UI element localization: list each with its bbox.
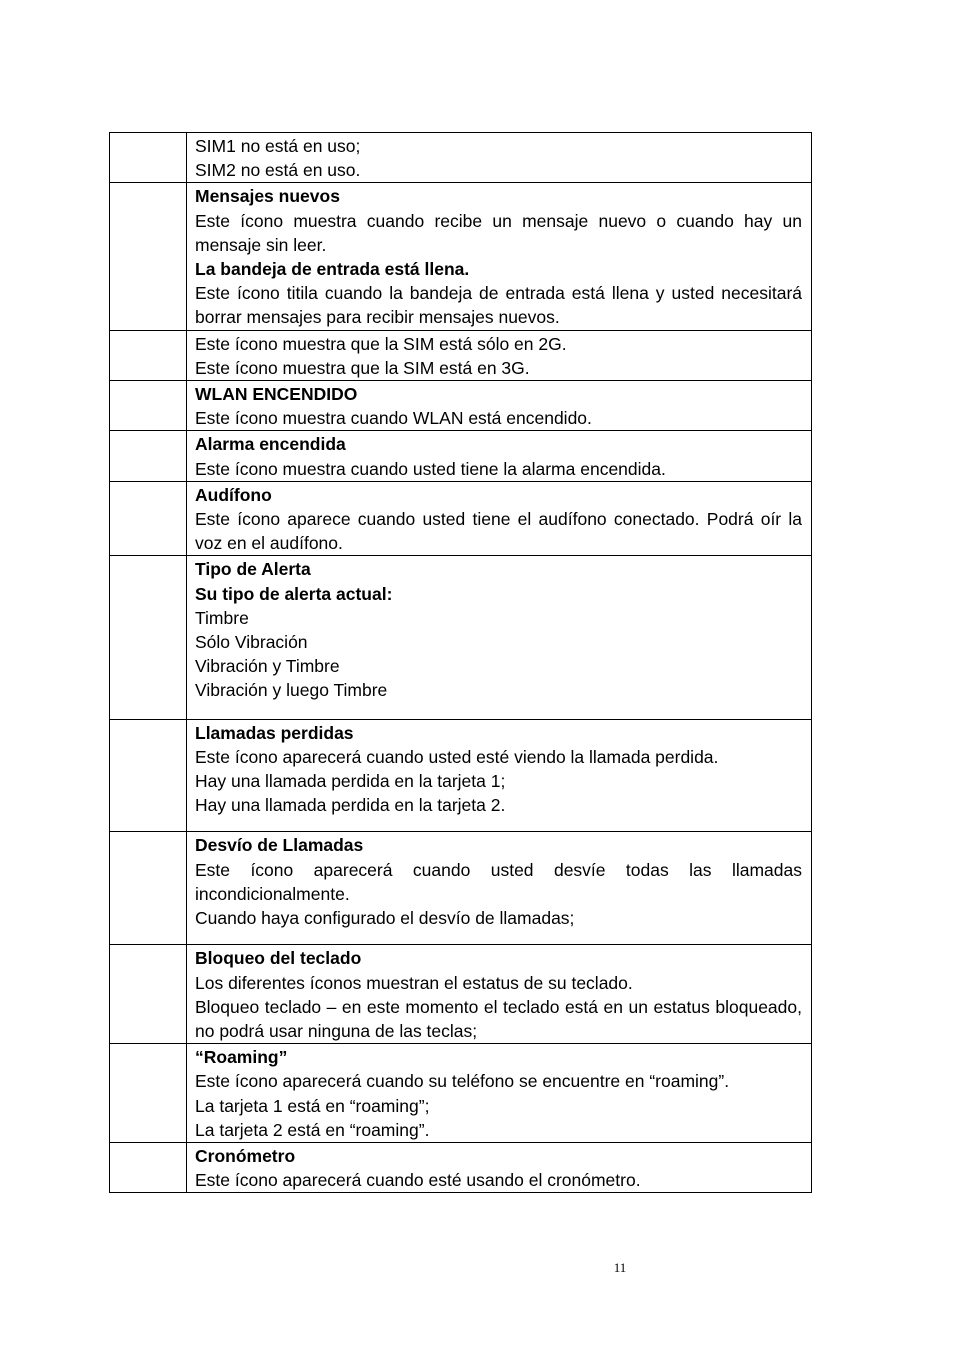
row-text: Este ícono aparece cuando usted tiene el audífono conectado. Podrá oír la voz en el audífono. [195, 509, 802, 554]
icon-cell [110, 556, 187, 719]
icon-cell [110, 832, 187, 945]
table-row [110, 381, 812, 431]
row-text: Este ícono muestra cuando WLAN está encendido. [195, 408, 592, 429]
table-row [110, 481, 812, 556]
row-heading: Audífono [195, 484, 272, 505]
row-heading: Su tipo de alerta actual: [195, 583, 393, 604]
icon-cell [110, 183, 187, 330]
description-cell [187, 330, 812, 380]
table-row [110, 719, 812, 832]
row-text: Los diferentes íconos muestran el estatus de su teclado. [195, 972, 633, 993]
row-text: Sólo Vibración [195, 632, 308, 653]
icon-cell [110, 1142, 187, 1192]
row-text: Este ícono aparecerá cuando su teléfono se encuentre en “roaming”. [195, 1071, 730, 1092]
row-heading: Cronómetro [195, 1145, 296, 1166]
table-row [110, 431, 812, 481]
row-heading: WLAN ENCENDIDO [195, 384, 358, 405]
row-text: La tarjeta 2 está en “roaming”. [195, 1119, 430, 1140]
row-heading: Tipo de Alerta [195, 559, 311, 580]
table-row [110, 330, 812, 380]
row-heading: Mensajes nuevos [195, 186, 340, 207]
table-row [110, 133, 812, 183]
icon-cell [110, 381, 187, 431]
icon-cell [110, 133, 187, 183]
row-heading: Bloqueo del teclado [195, 948, 362, 969]
table-row [110, 1142, 812, 1192]
row-text: Este ícono titila cuando la bandeja de entrada está llena y usted necesitará borrar mensajes para recibir mensajes nuevos. [195, 283, 802, 328]
row-text: Bloqueo teclado – en este momento el teclado está en un estatus bloqueado, no podrá usar ninguna de las teclas; [195, 996, 802, 1041]
row-heading: Desvío de Llamadas [195, 835, 364, 856]
table-row [110, 556, 812, 719]
page-number: 11 [613, 1260, 627, 1275]
table-row [110, 945, 812, 1044]
row-text: Hay una llamada perdida en la tarjeta 1; [195, 771, 506, 792]
description-cell [187, 945, 812, 1044]
description-cell [187, 719, 812, 832]
row-text: Este ícono muestra que la SIM está en 3G. [195, 357, 530, 378]
table-row [110, 1044, 812, 1143]
row-text: Este ícono aparecerá cuando esté usando el cronómetro. [195, 1170, 641, 1191]
icon-cell [110, 719, 187, 832]
icon-cell [110, 1044, 187, 1143]
row-text: Este ícono muestra cuando recibe un mensaje nuevo o cuando hay un mensaje sin leer. [195, 210, 802, 255]
row-text: SIM2 no está en uso. [195, 160, 361, 181]
description-cell [187, 832, 812, 945]
icon-cell [110, 945, 187, 1044]
row-text: Este ícono muestra cuando usted tiene la alarma encendida. [195, 458, 666, 479]
description-cell [187, 1044, 812, 1143]
row-text: SIM1 no está en uso; [195, 136, 361, 156]
description-cell [187, 183, 812, 330]
description-cell [187, 431, 812, 481]
row-heading: Alarma encendida [195, 434, 346, 455]
table-row [110, 183, 812, 330]
row-heading: Llamadas perdidas [195, 722, 354, 743]
row-text: Este ícono aparecerá cuando usted desvíe todas las llamadas incondicionalmente. [195, 859, 802, 904]
icon-cell [110, 330, 187, 380]
row-text: Este ícono muestra que la SIM está sólo en 2G. [195, 333, 567, 354]
description-cell [187, 1142, 812, 1192]
row-text: Cuando haya configurado el desvío de llamadas; [195, 908, 575, 929]
row-text: Vibración y luego Timbre [195, 680, 388, 701]
row-text: Vibración y Timbre [195, 656, 340, 677]
table-row [110, 832, 812, 945]
row-text: Este ícono aparecerá cuando usted esté viendo la llamada perdida. [195, 746, 719, 767]
description-cell [187, 133, 812, 183]
icon-cell [110, 431, 187, 481]
row-heading: “Roaming” [195, 1047, 288, 1068]
description-cell [187, 381, 812, 431]
description-cell [187, 556, 812, 719]
icon-cell [110, 481, 187, 556]
row-text: Timbre [195, 607, 249, 628]
row-text: Hay una llamada perdida en la tarjeta 2. [195, 795, 506, 816]
description-cell [187, 481, 812, 556]
row-text: La tarjeta 1 está en “roaming”; [195, 1095, 430, 1116]
status-icons-table [109, 132, 812, 1193]
row-heading: La bandeja de entrada está llena. [195, 259, 470, 280]
